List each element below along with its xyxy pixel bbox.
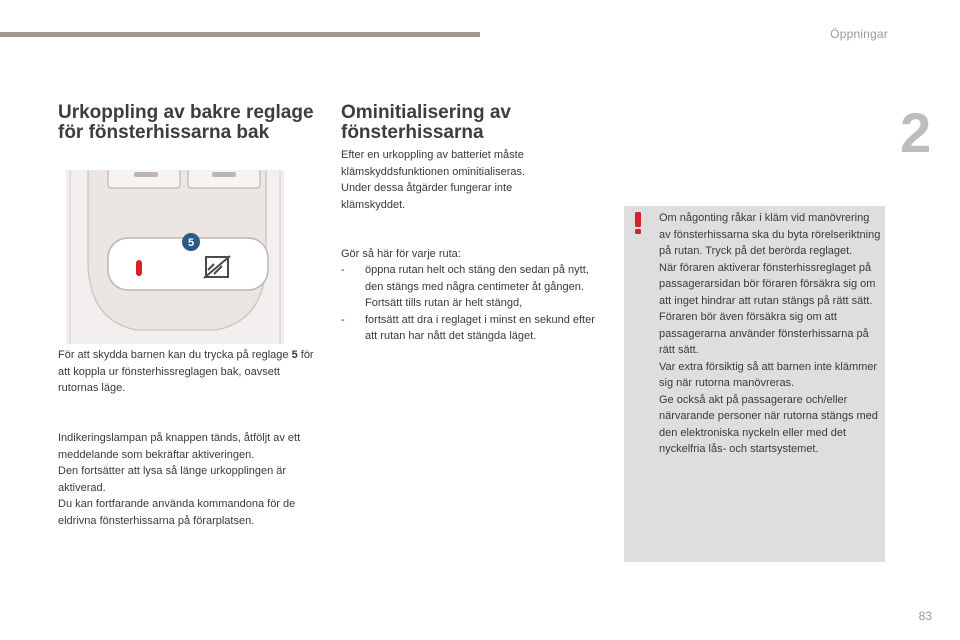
list-item: - fortsätt att dra i reglaget i minst en sekund efter att rutan har nått det stängda läget. [341, 313, 595, 342]
chapter-number: 2 [900, 101, 932, 164]
left-paragraph-1: För att skydda barnen kan du trycka på reglage 5 för att koppla ur fönsterhissreglagen bak, oavsett rutornas läge. [58, 349, 314, 394]
page-number: 83 [918, 609, 932, 623]
middle-heading: Ominitialisering av fönsterhissarna [341, 102, 511, 143]
middle-paragraph-1: Efter en urkoppling av batteriet måste klämskyddsfunktionen ominitialiseras. Under dessa åtgärder fungerar inte klämskyddet. [341, 149, 526, 211]
section-title: Öppningar [830, 27, 888, 41]
left-paragraph-2: Indikeringslampan på knappen tänds, åtföljt av ett meddelande som bekräftar aktiveringen. Den fortsätter att lysa så länge urkopplingen är aktiverad. Du kan fortfarande använda kommandona för de eldrivna fönsterhissarna på förarplatsen. [58, 432, 301, 527]
left-heading: Urkoppling av bakre reglage för fönsterhissarna bak [58, 102, 314, 143]
exclamation-icon [632, 210, 644, 236]
list-item: - öppna rutan helt och stäng den sedan på nytt, den stängs med några centimeter åt gången. Fortsätt tills rutan är helt stängd, [341, 264, 589, 309]
steps-list [341, 262, 601, 345]
header-rule [0, 32, 480, 37]
callout-label: 5 [187, 237, 195, 249]
indicator-lamp-icon [136, 260, 142, 276]
warning-text: Om någonting råkar i kläm vid manövrering av fönsterhissarna ska du byta rörelseriktning på rutan. Tryck på det berörda reglaget. När föraren aktiverar fönsterhissreglaget på passagerarsidan bör föraren försäkra sig om att inget hindrar att rutan stängs på rätt sätt. Föraren bör även försäkra sig om att passagerarna använder fönsterhissarna på rätt sätt. Var extra försiktig så att barnen inte klämmer sig när rutorna manövreras. Ge också akt på passagerare och/eller närvarande personer när rutorna stängs med den elektroniska nyckeln eller med det nyckelfria lås- och startsystemet. [659, 212, 881, 455]
door-panel-drawing [66, 170, 284, 344]
child-lock-switch-illustration [66, 170, 284, 344]
middle-paragraph-2: Gör så här för varje ruta: [341, 248, 461, 260]
